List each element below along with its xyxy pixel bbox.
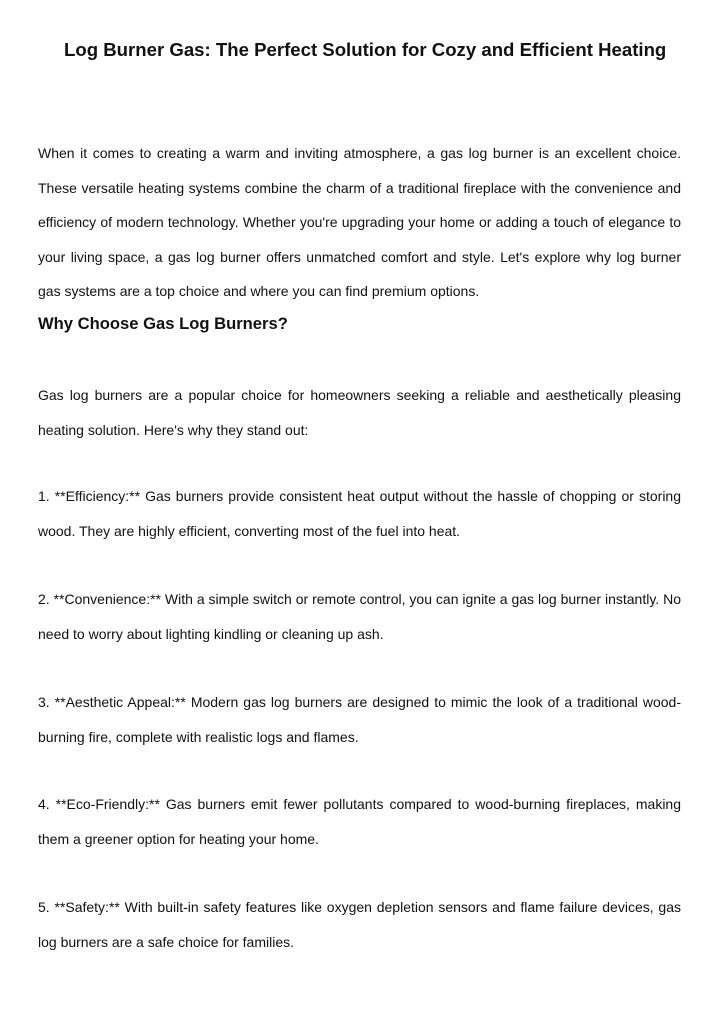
section-heading: Why Choose Gas Log Burners? bbox=[38, 314, 288, 333]
list-item-eco-friendly: 4. **Eco-Friendly:** Gas burners emit fewer pollutants compared to wood-burning fireplaces, making them a greener option for heating your home. bbox=[38, 796, 681, 847]
list-item-aesthetic-appeal: 3. **Aesthetic Appeal:** Modern gas log burners are designed to mimic the look of a traditional wood-burning fire, complete with realistic logs and flames. bbox=[38, 694, 681, 745]
list-item-efficiency: 1. **Efficiency:** Gas burners provide consistent heat output without the hassle of chopping or storing wood. They are highly efficient, converting most of the fuel into heat. bbox=[38, 488, 681, 539]
section-lead-paragraph: Gas log burners are a popular choice for homeowners seeking a reliable and aesthetically pleasing heating solution. Here's why they stand out: bbox=[38, 387, 681, 438]
list-item-convenience: 2. **Convenience:** With a simple switch or remote control, you can ignite a gas log burner instantly. No need to worry about lighting kindling or cleaning up ash. bbox=[38, 591, 681, 642]
intro-paragraph: When it comes to creating a warm and inviting atmosphere, a gas log burner is an excellent choice. These versatile heating systems combine the charm of a traditional fireplace with the convenience and efficiency of modern technology. Whether you're upgrading your home or adding a touch of elegance to your living space, a gas log burner offers unmatched comfort and style. Let's explore why log burner gas systems are a top choice and where you can find premium options. bbox=[38, 145, 681, 299]
document-title: Log Burner Gas: The Perfect Solution for Cozy and Efficient Heating bbox=[64, 39, 667, 60]
list-item-safety: 5. **Safety:** With built-in safety features like oxygen depletion sensors and flame failure devices, gas log burners are a safe choice for families. bbox=[38, 899, 681, 950]
